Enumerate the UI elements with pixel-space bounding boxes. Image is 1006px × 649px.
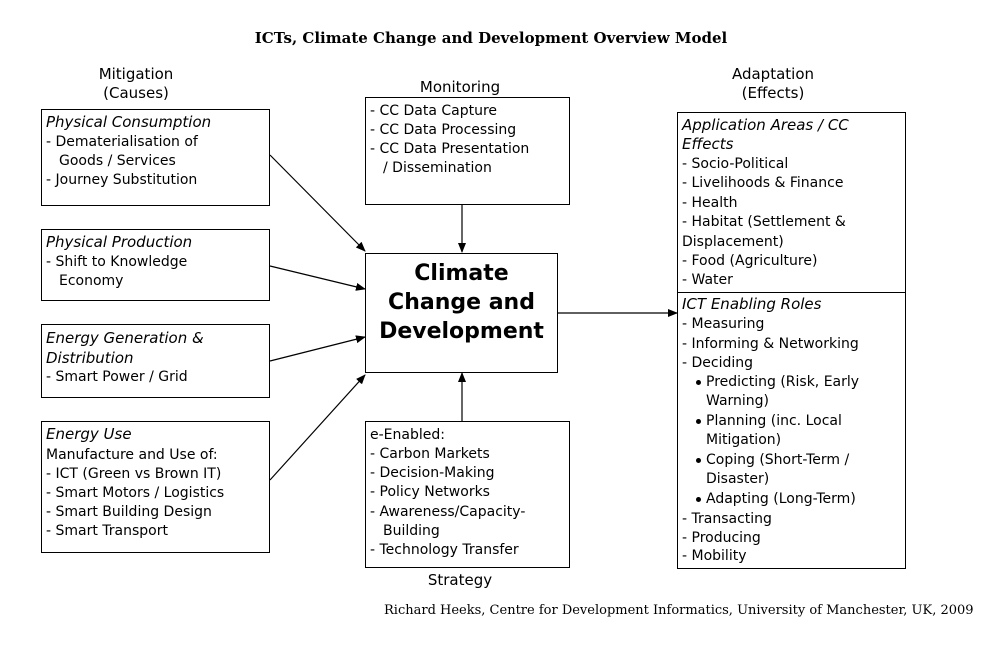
- arrow-production-to-center: [270, 266, 365, 289]
- monitoring-item: / Dissemination: [383, 160, 492, 176]
- consumption-item: - Journey Substitution: [46, 172, 198, 188]
- role-item: - Informing & Networking: [682, 336, 859, 352]
- energy-use-title: Energy Use: [46, 425, 132, 443]
- monitoring-item: - CC Data Capture: [370, 103, 498, 119]
- production-item: Economy: [59, 273, 124, 289]
- mitigation-subheading: (Causes): [103, 84, 169, 102]
- strategy-item: Building: [383, 523, 440, 539]
- diagram-title: ICTs, Climate Change and Development Overview Model: [254, 29, 728, 47]
- arrow-energy-generation-to-center: [270, 337, 365, 361]
- physical-production-box: [41, 229, 270, 301]
- adaptation-subheading: (Effects): [741, 84, 805, 102]
- strategy-item: - Decision-Making: [370, 465, 495, 481]
- role-item: - Mobility: [682, 548, 747, 564]
- energy-generation-box: [41, 324, 270, 398]
- application-item: - Health: [682, 195, 738, 211]
- energy-generation-title: Distribution: [46, 349, 134, 367]
- monitoring-heading: Monitoring: [419, 78, 501, 96]
- strategy-item: - Technology Transfer: [370, 542, 519, 558]
- center-title-line: Climate: [414, 261, 509, 286]
- application-item: - Habitat (Settlement &: [682, 214, 846, 230]
- center-title-line: Change and: [388, 290, 535, 315]
- strategy-item: - Policy Networks: [370, 484, 490, 500]
- monitoring-box: [365, 97, 570, 205]
- arrow-energy-use-to-center: [270, 375, 365, 480]
- application-areas-title: Application Areas / CC: [682, 116, 849, 134]
- application-item: - Water: [682, 272, 733, 288]
- energy-use-item: - Smart Transport: [46, 523, 168, 539]
- application-item: - Socio-Political: [682, 156, 789, 172]
- adaptation-heading: Adaptation: [731, 65, 815, 83]
- monitoring-item: - CC Data Presentation: [370, 141, 530, 157]
- ict-enabling-roles-title: ICT Enabling Roles: [682, 295, 822, 313]
- role-subitem: Warning): [706, 393, 770, 409]
- strategy-item: e-Enabled:: [370, 427, 445, 443]
- role-item: - Measuring: [682, 316, 765, 332]
- consumption-item: Goods / Services: [59, 153, 176, 169]
- arrow-consumption-to-center: [270, 155, 365, 251]
- application-item: Displacement): [682, 234, 784, 250]
- application-item: - Livelihoods & Finance: [682, 175, 844, 191]
- mitigation-heading: Mitigation: [98, 65, 174, 83]
- strategy-item: - Awareness/Capacity-: [370, 504, 526, 520]
- energy-generation-title: Energy Generation &: [46, 329, 204, 347]
- energy-use-box: [41, 421, 270, 553]
- energy-use-item: - Smart Motors / Logistics: [46, 485, 225, 501]
- role-subitem: Disaster): [706, 471, 770, 487]
- role-item: - Producing: [682, 530, 761, 546]
- energy-use-item: Manufacture and Use of:: [46, 447, 218, 463]
- role-subitem: Predicting (Risk, Early: [706, 374, 860, 390]
- consumption-item: - Dematerialisation of: [46, 134, 198, 150]
- energy-generation-item: - Smart Power / Grid: [46, 369, 188, 385]
- center-title-line: Development: [379, 319, 544, 344]
- production-item: - Shift to Knowledge: [46, 254, 188, 270]
- strategy-item: - Carbon Markets: [370, 446, 490, 462]
- physical-consumption-title: Physical Consumption: [46, 113, 212, 131]
- role-subitem: Coping (Short-Term /: [706, 452, 850, 468]
- monitoring-item: - CC Data Processing: [370, 122, 517, 138]
- energy-use-item: - ICT (Green vs Brown IT): [46, 466, 222, 482]
- application-areas-title: Effects: [682, 135, 734, 153]
- climate-change-development-box: [365, 253, 558, 373]
- strategy-box: [365, 421, 570, 568]
- role-subitem: Adapting (Long-Term): [706, 491, 856, 507]
- role-item: - Transacting: [682, 511, 772, 527]
- adaptation-divider: [678, 292, 905, 293]
- role-subitem: Planning (inc. Local: [706, 413, 842, 429]
- energy-use-item: - Smart Building Design: [46, 504, 212, 520]
- adaptation-box: [677, 112, 906, 569]
- role-item: - Deciding: [682, 355, 754, 371]
- physical-production-title: Physical Production: [46, 233, 193, 251]
- physical-consumption-box: [41, 109, 270, 206]
- strategy-heading: Strategy: [427, 571, 493, 589]
- credit-line: Richard Heeks, Centre for Development Informatics, University of Manchester, UK, 2009: [384, 603, 974, 618]
- application-item: - Food (Agriculture): [682, 253, 818, 269]
- role-subitem: Mitigation): [706, 432, 782, 448]
